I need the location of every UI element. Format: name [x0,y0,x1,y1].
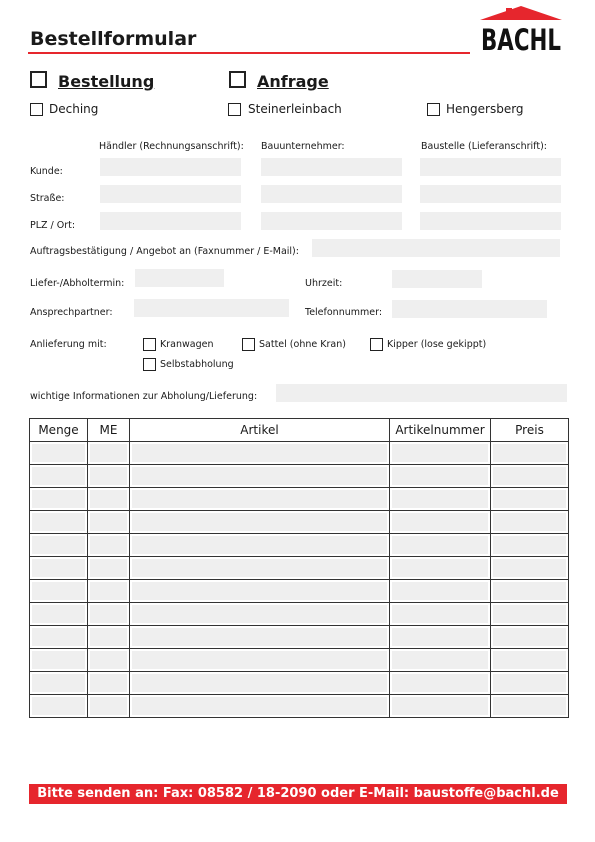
baustelle-header: Baustelle (Lieferanschrift): [421,141,547,152]
table-header-row [30,419,569,442]
artikel-input[interactable] [132,697,387,715]
cell-me [88,695,130,718]
artikel-input[interactable] [132,582,387,600]
cell-menge [30,695,88,718]
telefon-label: Telefonnummer: [305,307,383,318]
cell-artikelnummer [390,488,491,511]
cell-artikelnummer [390,465,491,488]
plz-ort-bauunternehmer-field[interactable] [261,212,402,230]
cell-menge [30,465,88,488]
strasse-label: Straße: [30,193,65,204]
cell-artikel [130,511,390,534]
cell-preis [491,511,569,534]
kunde-label: Kunde: [30,166,63,177]
title-underline [28,52,470,54]
me-input[interactable] [90,513,127,531]
anlieferung-label: Anlieferung mit: [30,339,107,350]
menge-input[interactable] [32,628,85,646]
cell-menge [30,488,88,511]
menge-input[interactable] [32,536,85,554]
menge-input[interactable] [32,490,85,508]
artikelnummer-input[interactable] [392,628,488,646]
uhrzeit-field[interactable] [392,270,482,288]
sattel-checkbox[interactable] [242,338,255,351]
header-artikelnummer: Artikelnummer [390,419,491,442]
cell-me [88,465,130,488]
items-table [29,418,569,718]
cell-preis [491,534,569,557]
cell-me [88,557,130,580]
kunde-haendler-field[interactable] [100,158,241,176]
me-input[interactable] [90,582,127,600]
cell-preis [491,580,569,603]
preis-input[interactable] [493,605,566,623]
deching-label: Deching [49,102,99,116]
preis-input[interactable] [493,444,566,462]
cell-artikelnummer [390,511,491,534]
table-row [30,580,569,603]
menge-input[interactable] [32,582,85,600]
artikelnummer-input[interactable] [392,513,488,531]
table-row [30,626,569,649]
uhrzeit-label: Uhrzeit: [305,278,343,289]
kranwagen-label: Kranwagen [160,339,214,350]
ansprechpartner-field[interactable] [134,299,289,317]
hengersberg-label: Hengersberg [446,102,524,116]
preis-input[interactable] [493,697,566,715]
artikelnummer-input[interactable] [392,467,488,485]
kranwagen-checkbox[interactable] [143,338,156,351]
telefon-field[interactable] [392,300,547,318]
artikel-input[interactable] [132,467,387,485]
artikel-input[interactable] [132,605,387,623]
cell-artikel [130,672,390,695]
me-input[interactable] [90,628,127,646]
cell-artikel [130,488,390,511]
cell-me [88,580,130,603]
cell-menge [30,649,88,672]
cell-artikel [130,465,390,488]
termin-field[interactable] [135,269,224,287]
table-row [30,511,569,534]
items-body [30,442,569,718]
ansprechpartner-label: Ansprechpartner: [30,307,113,318]
artikel-input[interactable] [132,513,387,531]
header-preis: Preis [491,419,569,442]
me-input[interactable] [90,651,127,669]
cell-menge [30,603,88,626]
preis-input[interactable] [493,513,566,531]
artikel-input[interactable] [132,490,387,508]
cell-menge [30,511,88,534]
menge-input[interactable] [32,513,85,531]
cell-menge [30,534,88,557]
artikel-input[interactable] [132,674,387,692]
artikelnummer-input[interactable] [392,444,488,462]
anfrage-label: Anfrage [257,72,329,91]
cell-artikel [130,534,390,557]
termin-label: Liefer-/Abholtermin: [30,278,125,289]
menge-input[interactable] [32,467,85,485]
artikelnummer-input[interactable] [392,559,488,577]
menge-input[interactable] [32,605,85,623]
plz-ort-label: PLZ / Ort: [30,220,76,231]
sattel-label: Sattel (ohne Kran) [259,339,346,350]
bestellung-checkbox[interactable] [30,71,47,88]
cell-preis [491,557,569,580]
steinerleinbach-checkbox[interactable] [228,103,241,116]
info-label: wichtige Informationen zur Abholung/Lieferung: [30,391,258,402]
preis-input[interactable] [493,559,566,577]
artikel-input[interactable] [132,628,387,646]
cell-artikel [130,649,390,672]
preis-input[interactable] [493,467,566,485]
preis-input[interactable] [493,651,566,669]
header-me: ME [88,419,130,442]
table-row [30,649,569,672]
cell-artikel [130,626,390,649]
artikelnummer-input[interactable] [392,697,488,715]
table-row [30,534,569,557]
menge-input[interactable] [32,697,85,715]
kunde-bauunternehmer-field[interactable] [261,158,402,176]
svg-text:BACHL: BACHL [481,23,561,57]
me-input[interactable] [90,490,127,508]
cell-menge [30,580,88,603]
strasse-haendler-field[interactable] [100,185,241,203]
kipper-label: Kipper (lose gekippt) [387,339,487,350]
me-input[interactable] [90,559,127,577]
table-row [30,672,569,695]
artikelnummer-input[interactable] [392,651,488,669]
menge-input[interactable] [32,444,85,462]
table-row [30,488,569,511]
me-input[interactable] [90,697,127,715]
cell-preis [491,488,569,511]
cell-artikelnummer [390,695,491,718]
cell-preis [491,649,569,672]
preis-input[interactable] [493,536,566,554]
artikel-input[interactable] [132,444,387,462]
cell-me [88,511,130,534]
cell-preis [491,626,569,649]
steinerleinbach-label: Steinerleinbach [248,102,342,116]
strasse-baustelle-field[interactable] [420,185,561,203]
artikel-input[interactable] [132,651,387,669]
cell-menge [30,626,88,649]
table-row [30,465,569,488]
cell-me [88,603,130,626]
kipper-checkbox[interactable] [370,338,383,351]
table-row [30,603,569,626]
cell-artikelnummer [390,580,491,603]
cell-artikelnummer [390,557,491,580]
cell-artikelnummer [390,534,491,557]
artikelnummer-input[interactable] [392,490,488,508]
cell-me [88,488,130,511]
cell-me [88,442,130,465]
table-row [30,695,569,718]
cell-artikelnummer [390,626,491,649]
cell-menge [30,557,88,580]
artikelnummer-input[interactable] [392,674,488,692]
table-row [30,442,569,465]
preis-input[interactable] [493,582,566,600]
cell-preis [491,603,569,626]
cell-artikelnummer [390,672,491,695]
cell-me [88,649,130,672]
haendler-header: Händler (Rechnungsanschrift): [99,141,244,152]
deching-checkbox[interactable] [30,103,43,116]
bachl-logo [478,4,564,57]
footer-banner: Bitte senden an: Fax: 08582 / 18-2090 oder E-Mail: baustoffe@bachl.de [29,784,567,804]
cell-preis [491,442,569,465]
cell-me [88,672,130,695]
preis-input[interactable] [493,490,566,508]
cell-preis [491,695,569,718]
menge-input[interactable] [32,559,85,577]
confirmation-field[interactable] [312,239,560,257]
me-input[interactable] [90,467,127,485]
artikelnummer-input[interactable] [392,605,488,623]
menge-input[interactable] [32,674,85,692]
plz-ort-baustelle-field[interactable] [420,212,561,230]
anfrage-checkbox[interactable] [229,71,246,88]
cell-me [88,534,130,557]
me-input[interactable] [90,536,127,554]
bestellung-label: Bestellung [58,72,155,91]
cell-artikelnummer [390,603,491,626]
cell-preis [491,465,569,488]
cell-artikelnummer [390,442,491,465]
cell-menge [30,442,88,465]
artikel-input[interactable] [132,559,387,577]
cell-me [88,626,130,649]
artikelnummer-input[interactable] [392,536,488,554]
header-menge: Menge [30,419,88,442]
me-input[interactable] [90,444,127,462]
cell-preis [491,672,569,695]
page-title: Bestellformular [30,28,197,50]
me-input[interactable] [90,674,127,692]
strasse-bauunternehmer-field[interactable] [261,185,402,203]
selbstabholung-label: Selbstabholung [160,359,234,370]
me-input[interactable] [90,605,127,623]
cell-artikelnummer [390,649,491,672]
cell-artikel [130,603,390,626]
table-row [30,557,569,580]
info-field[interactable] [276,384,567,402]
preis-input[interactable] [493,628,566,646]
kunde-baustelle-field[interactable] [420,158,561,176]
menge-input[interactable] [32,651,85,669]
preis-input[interactable] [493,674,566,692]
cell-artikel [130,442,390,465]
cell-artikel [130,580,390,603]
cell-artikel [130,695,390,718]
confirmation-label: Auftragsbestätigung / Angebot an (Faxnummer / E-Mail): [30,246,299,257]
plz-ort-haendler-field[interactable] [100,212,241,230]
hengersberg-checkbox[interactable] [427,103,440,116]
cell-artikel [130,557,390,580]
cell-menge [30,672,88,695]
header-artikel: Artikel [130,419,390,442]
selbstabholung-checkbox[interactable] [143,358,156,371]
bauunternehmer-header: Bauunternehmer: [261,141,345,152]
artikelnummer-input[interactable] [392,582,488,600]
artikel-input[interactable] [132,536,387,554]
